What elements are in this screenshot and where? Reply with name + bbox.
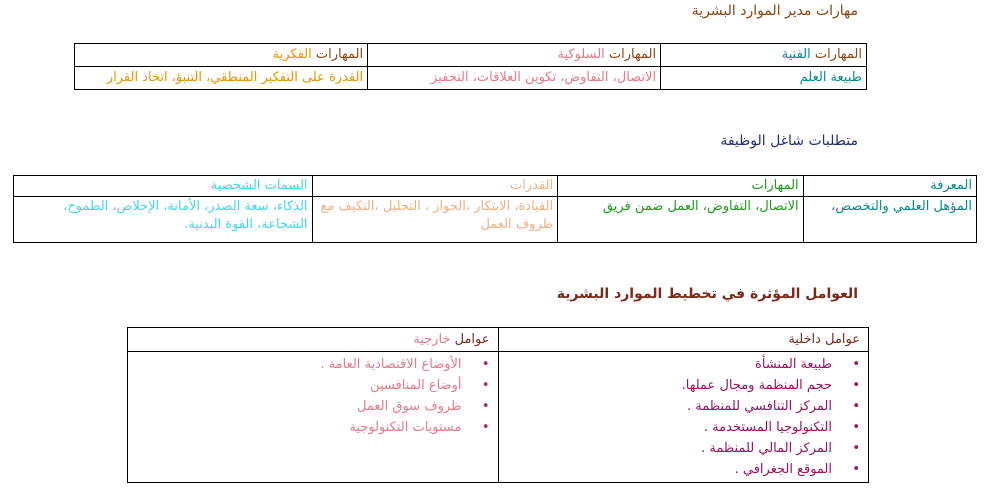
abilities-value: القيادة، الابتكار ،الحوار ، التحليل ،التكيف مع ظروف العمل (312, 197, 558, 243)
list-item: • حجم المنظمة ومجال عملها. (507, 375, 833, 396)
list-item: • أوضاع المنافسين (136, 375, 462, 396)
table-header-row (14, 176, 977, 197)
table-row (14, 197, 977, 243)
header-word: السلوكية (557, 47, 605, 62)
internal-factors-header: عوامل داخلية (498, 328, 869, 352)
manager-skills-table (74, 43, 867, 90)
list-item: • المركز التنافسي للمنظمة . (507, 396, 833, 417)
traits-value: الذكاء، سعة الصدر، الأمانة، الإخلاص، الطموح، الشجاعة، القوة البدنية. (14, 197, 313, 243)
external-factors-header (128, 328, 499, 352)
table-header-row (75, 44, 867, 67)
list-item: • طبيعة المنشأة (507, 354, 833, 375)
header-word: الفكرية (272, 47, 312, 62)
header-prefix: المهارات (315, 47, 364, 62)
hr-planning-factors-title: العوامل المؤثرة في تخطيط الموارد البشرية (556, 286, 858, 302)
table-row (128, 352, 869, 483)
list-item: • مستويات التكنولوجية (136, 417, 462, 438)
traits-header: السمات الشخصية (14, 176, 313, 197)
behavioral-skills-value: الاتصال، التفاوض، تكوين العلاقات، التحفيز (368, 67, 661, 90)
list-item: • ظروف سوق العمل (136, 396, 462, 417)
internal-factors-list (507, 354, 861, 480)
header-prefix: عوامل (454, 332, 490, 347)
technical-skills-value: طبيعة العلم (661, 67, 867, 90)
external-factors-cell (128, 352, 499, 483)
job-requirements-table (13, 175, 977, 243)
knowledge-value: المؤهل العلمي والتخصص، (803, 197, 976, 243)
job-requirements-title: متطلبات شاغل الوظيفة (720, 133, 858, 149)
intellectual-skills-header (75, 44, 368, 67)
list-item: • الأوضاع الاقتصادية العامة . (136, 354, 462, 375)
external-factors-list (136, 354, 490, 438)
list-item: • التكنولوجيا المستخدمة . (507, 417, 833, 438)
hr-factors-table (127, 327, 869, 483)
internal-factors-cell (498, 352, 869, 483)
abilities-header: القدرات (312, 176, 558, 197)
behavioral-skills-header (368, 44, 661, 67)
header-word: خارجية (413, 332, 451, 347)
table-header-row (128, 328, 869, 352)
knowledge-header: المعرفة (803, 176, 976, 197)
skills-value: الاتصال، التفاوض، العمل ضمن فريق (558, 197, 804, 243)
header-prefix: المهارات (608, 47, 657, 62)
skills-header: المهارات (558, 176, 804, 197)
header-prefix: المهارات (814, 47, 862, 62)
list-item: • المركز المالي للمنظمة . (507, 438, 833, 459)
list-item: • الموقع الجغرافي . (507, 459, 833, 480)
skills-section-title: مهارات مدير الموارد البشرية (691, 3, 858, 19)
table-row (75, 67, 867, 90)
technical-skills-header (661, 44, 867, 67)
header-word: الفنية (781, 47, 811, 62)
intellectual-skills-value: القدرة على التفكير المنطقي، التنبؤ، اتخاذ القرار (75, 67, 368, 90)
